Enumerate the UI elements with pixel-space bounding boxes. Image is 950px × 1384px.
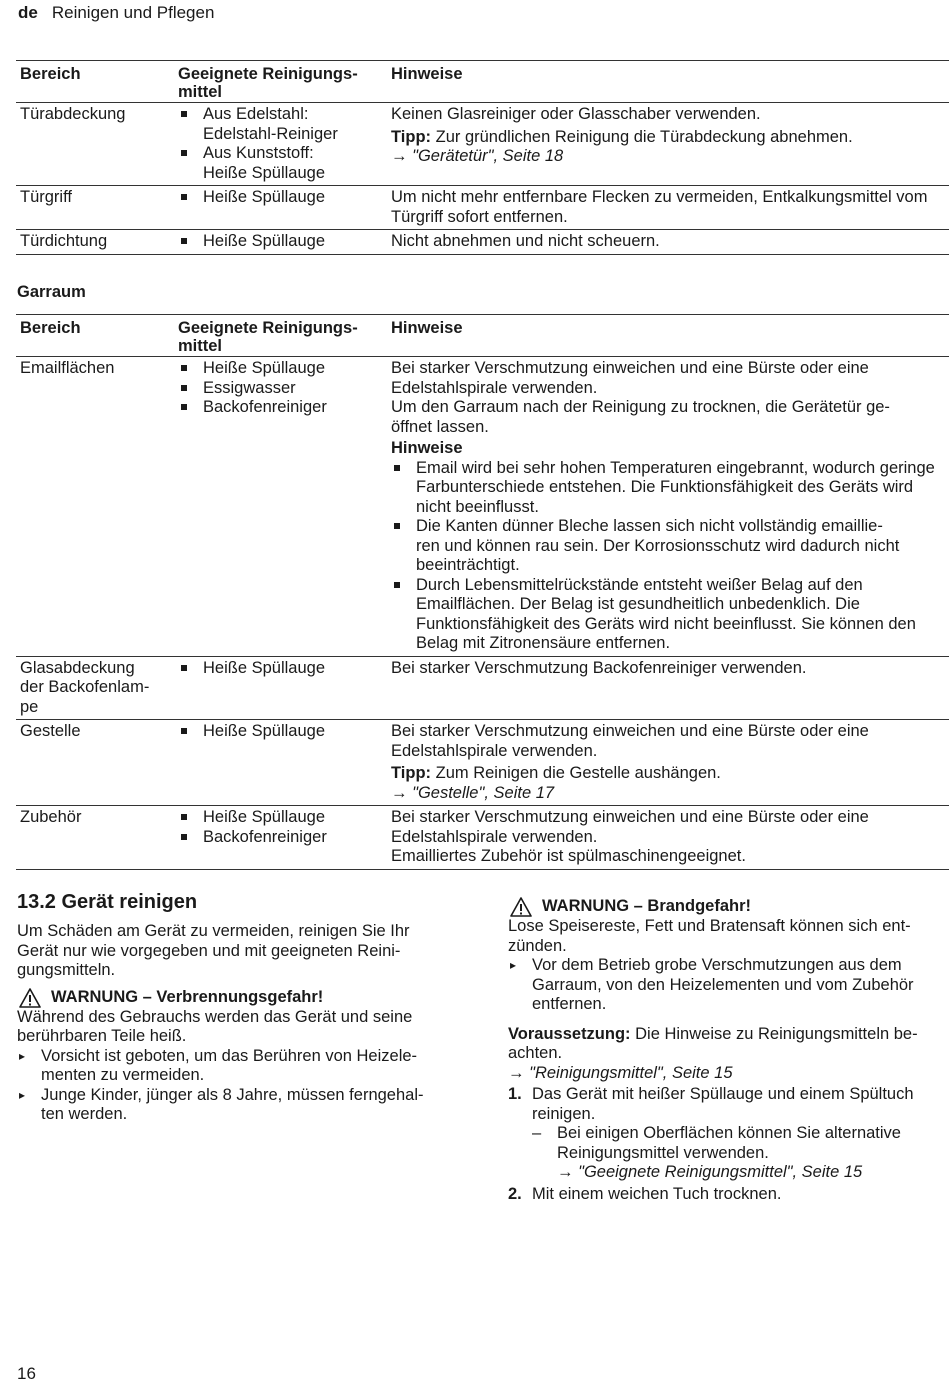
cleaning-table-door: [16, 60, 949, 255]
agents-cell: [174, 103, 387, 186]
arrow-icon: →: [391, 147, 408, 165]
prerequisite-body: Die Hinweise zu Reinigungsmitteln be- achten.: [508, 1024, 918, 1062]
section-label-garraum: Garraum: [17, 283, 86, 301]
area-cell: Gestelle: [20, 722, 81, 740]
agent-item: Heiße Spüllauge: [178, 659, 383, 679]
notes-cell: [387, 357, 949, 657]
table-row: [16, 806, 949, 870]
tip-text: [391, 128, 945, 148]
table-header-row: [16, 61, 949, 103]
sub-step: [532, 1124, 948, 1183]
intro-text: Um Schäden am Gerät zu vermeiden, reinigen Sie Ihr Gerät nur wie vorgegeben und mit geeigneten Reini- gungsmitteln.: [17, 922, 410, 979]
page-header: [18, 3, 214, 23]
agent-item: Heiße Spüllauge: [178, 232, 383, 252]
warning-instruction: ▸ Vorsicht ist geboten, um das Berühren von Heizele- menten zu vermeiden.: [17, 1047, 462, 1086]
prerequisite-text: [508, 1025, 948, 1064]
step-item: [508, 1185, 948, 1205]
agent-item: Backofenreiniger: [178, 828, 383, 848]
agents-cell: [174, 720, 387, 806]
section-heading: 13.2 Gerät reinigen: [17, 891, 198, 913]
area-cell: Emailflächen: [20, 359, 115, 377]
hint-item: Die Kanten dünner Bleche lassen sich nicht vollständig emaillie- ren und können rau sein. Der Korrosionsschutz wird dadurch nicht beeinträchtigt.: [391, 517, 945, 576]
step-text: Das Gerät mit heißer Spüllauge und einem Spültuch reinigen.: [532, 1085, 914, 1123]
arrow-icon: →: [557, 1163, 574, 1181]
hint-item: Email wird bei sehr hohen Temperaturen eingebrannt, wodurch geringe Farbunterschiede entstehen. Die Funktionsfähigkeit des Geräts wird nicht beeinflusst.: [391, 459, 945, 518]
agent-item: Aus Kunststoff: Heiße Spüllauge: [178, 144, 383, 183]
note-text: Bei starker Verschmutzung einweichen und eine Bürste oder eine Edelstahlspirale verwenden.: [391, 808, 869, 846]
table-row: [16, 230, 949, 255]
reference-text: "Geeignete Reinigungsmittel", Seite 15: [578, 1163, 863, 1181]
col-header-notes: Hinweise: [391, 319, 463, 337]
warning-title: WARNUNG – Brandgefahr!: [542, 897, 752, 916]
cross-reference-link[interactable]: [391, 147, 945, 167]
agent-item: Backofenreiniger: [178, 398, 383, 418]
note-text: Bei starker Verschmutzung einweichen und eine Bürste oder eine Edelstahlspirale verwenden.: [391, 359, 869, 397]
area-cell: Zubehör: [20, 808, 82, 826]
note-text: Nicht abnehmen und nicht scheuern.: [391, 232, 660, 250]
section-13-2-left: [17, 890, 462, 1125]
tip-body: Zum Reinigen die Gestelle aushängen.: [431, 764, 721, 782]
note-text: Keinen Glasreiniger oder Glasschaber verwenden.: [391, 105, 761, 123]
table-row: [16, 103, 949, 186]
prerequisite-label: Voraussetzung:: [508, 1024, 631, 1043]
col-header-area: Bereich: [20, 65, 81, 83]
notes-cell: [387, 103, 949, 186]
step-number: 2.: [508, 1184, 522, 1203]
reference-text: "Gerätetür", Seite 18: [412, 147, 564, 165]
step-text: Mit einem weichen Tuch trocknen.: [532, 1184, 782, 1203]
section-13-2-right: [508, 897, 948, 1206]
tip-body: Zur gründlichen Reinigung die Türabdeckung abnehmen.: [431, 127, 853, 146]
warning-text: Während des Gebrauchs werden das Gerät und seine berührbaren Teile heiß.: [17, 1007, 413, 1045]
page-number: 16: [17, 1364, 36, 1383]
hint-item: Durch Lebensmittelrückstände entsteht weißer Belag auf den Emailflächen. Der Belag ist gesundheitlich unbedenklich. Die Funktionsfähigkeit des Geräts wird nicht beeinflusst. Sie können den Belag mit Zitronensäure entfernen.: [391, 576, 945, 654]
sub-step-text: Bei einigen Oberflächen können Sie alternative Reinigungsmittel verwenden.: [557, 1124, 901, 1162]
table-row: [16, 186, 949, 230]
step-item: [508, 1085, 948, 1183]
warning-triangle-icon: [510, 897, 532, 917]
warning-triangle-icon: [19, 988, 41, 1008]
agent-item: Heiße Spüllauge: [178, 188, 383, 208]
step-number: 1.: [508, 1085, 522, 1103]
reference-text: "Gestelle", Seite 17: [412, 783, 555, 802]
note-text: Bei starker Verschmutzung Backofenreiniger verwenden.: [391, 658, 807, 677]
warning-title: WARNUNG – Verbrennungsgefahr!: [51, 987, 324, 1006]
warning-instruction: ▸ Junge Kinder, jünger als 8 Jahre, müssen ferngehal- ten werden.: [17, 1086, 462, 1125]
col-header-agents: Geeignete Reinigungs- mittel: [178, 65, 358, 101]
table-row: [16, 656, 949, 720]
warning-fire: [508, 897, 948, 917]
warning-instruction: ▸ Vor dem Betrieb grobe Verschmutzungen aus dem Garraum, von den Heizelementen und vom Zubehör entfernen.: [508, 956, 948, 1015]
reference-text: "Reinigungsmittel", Seite 15: [529, 1063, 733, 1082]
agent-item: Heiße Spüllauge: [178, 359, 383, 379]
tip-label: Tipp:: [391, 764, 432, 782]
language-code: de: [18, 3, 38, 22]
notes-cell: [387, 720, 949, 806]
table-row: [16, 357, 949, 657]
agents-cell: [174, 186, 387, 230]
agent-item: Essigwasser: [178, 379, 383, 399]
area-cell: Türabdeckung: [20, 105, 126, 123]
agent-item: Heiße Spüllauge: [178, 722, 383, 742]
warning-text: Lose Speisereste, Fett und Bratensaft können sich ent- zünden.: [508, 917, 911, 955]
arrow-icon: →: [508, 1063, 525, 1082]
note-text: Bei starker Verschmutzung einweichen und eine Bürste oder eine Edelstahlspirale verwenden.: [391, 722, 869, 760]
agent-item: Aus Edelstahl: Edelstahl-Reiniger: [178, 105, 383, 144]
col-header-notes: Hinweise: [391, 65, 463, 83]
note-text: Um den Garraum nach der Reinigung zu trocknen, die Gerätetür ge- öffnet lassen.: [391, 398, 890, 436]
cross-reference-link[interactable]: [508, 1064, 948, 1084]
note-text: Um nicht mehr entfernbare Flecken zu vermeiden, Entkalkungsmittel vom Türgriff sofort entfernen.: [391, 188, 928, 226]
note-text: Emailliertes Zubehör ist spülmaschinengeeignet.: [391, 847, 746, 865]
col-header-agents: Geeignete Reinigungs- mittel: [178, 319, 358, 355]
area-cell: Türgriff: [20, 188, 72, 206]
header-title: Reinigen und Pflegen: [51, 3, 215, 22]
table-header-row: [16, 315, 949, 357]
notes-cell: [387, 806, 949, 870]
area-cell: Türdichtung: [20, 232, 108, 250]
tip-text: [391, 764, 945, 784]
area-cell: Glasabdeckung der Backofenlam- pe: [20, 658, 150, 716]
cross-reference-link[interactable]: [557, 1163, 948, 1183]
agents-cell: [174, 230, 387, 255]
col-header-area: Bereich: [20, 319, 81, 337]
cleaning-table-oven-cavity: [16, 314, 949, 870]
agents-cell: [174, 357, 387, 657]
agents-cell: [174, 806, 387, 870]
tip-label: Tipp:: [391, 127, 432, 146]
agent-item: Heiße Spüllauge: [178, 808, 383, 828]
table-row: [16, 720, 949, 806]
cross-reference-link[interactable]: [391, 784, 945, 804]
arrow-icon: →: [391, 783, 408, 802]
warning-burn: [17, 988, 462, 1008]
agents-cell: [174, 656, 387, 720]
hints-title: Hinweise: [391, 439, 463, 457]
